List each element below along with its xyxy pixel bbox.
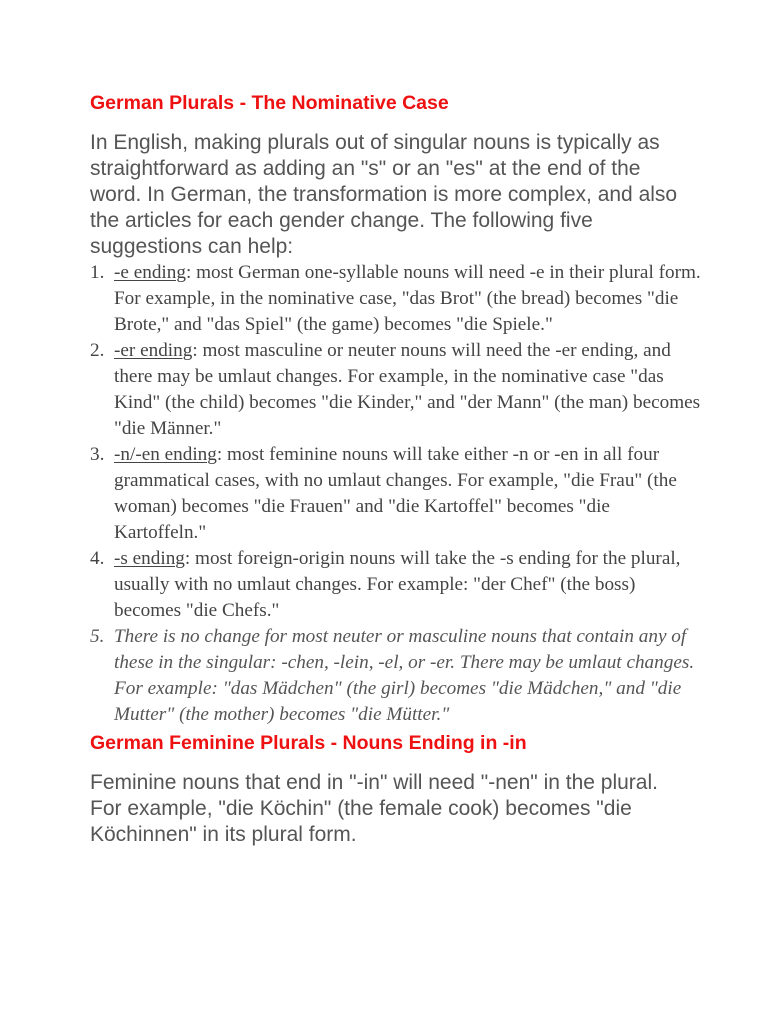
- term-e-ending: -e ending: [114, 262, 186, 283]
- section-heading-feminine-plurals: German Feminine Plurals - Nouns Ending in -in: [90, 732, 527, 754]
- term-n-en-ending: -n/-en ending: [114, 444, 217, 465]
- feminine-paragraph: Feminine nouns that end in "-in" will need "-nen" in the plural. For example, "die Köchin" (the female cook) becomes "die Köchinnen" in its plural form.: [90, 771, 658, 846]
- list-item-no-change: [90, 624, 704, 728]
- list-item-text: There is no change for most neuter or masculine nouns that contain any of these in the singular: -chen, -lein, -el, or -er. There may be umlaut changes. For example: "das Mädchen" (the girl) becomes "die Mädchen," and "die Mutter" (the mother) becomes "die Mütter.": [114, 626, 695, 725]
- list-number: 4.: [90, 548, 105, 569]
- list-number: 1.: [90, 262, 105, 283]
- list-item-er-ending: [90, 338, 704, 442]
- list-number: 3.: [90, 444, 105, 465]
- plural-rules-list: [90, 260, 701, 728]
- term-s-ending: -s ending: [114, 548, 185, 569]
- list-item-text: : most masculine or neuter nouns will need the -er ending, and there may be umlaut changes. For example, in the nominative case "das Kind" (the child) becomes "die Kinder," and "der Mann" (the man) becomes "die Männer.": [114, 340, 701, 439]
- term-er-ending: -er ending: [114, 340, 193, 361]
- list-item-s-ending: [90, 546, 704, 624]
- list-item-text: : most German one-syllable nouns will need -e in their plural form. For example, in the nominative case, "das Brot" (the bread) becomes "die Brote," and "das Spiel" (the game) becomes "die Spiele.": [114, 262, 701, 335]
- list-item-n-en-ending: [90, 442, 704, 546]
- intro-paragraph: In English, making plurals out of singular nouns is typically as straightforward as adding an "s" or an "es" at the end of the word. In German, the transformation is more complex, and also the articles for each gender change. The following five suggestions can help:: [90, 131, 678, 258]
- section-heading-nominative-plurals: German Plurals - The Nominative Case: [90, 92, 449, 114]
- list-item-text: : most feminine nouns will take either -n or -en in all four grammatical cases, with no umlaut changes. For example, "die Frau" (the woman) becomes "die Frauen" and "die Kartoffel" becomes "die Kartoffeln.": [114, 444, 677, 543]
- list-number: 5.: [90, 626, 105, 647]
- list-item-text: : most foreign-origin nouns will take the -s ending for the plural, usually with no umlaut changes. For example: "der Chef" (the boss) becomes "die Chefs.": [114, 548, 681, 621]
- list-number: 2.: [90, 340, 105, 361]
- list-item-e-ending: [90, 260, 704, 338]
- document-content: [90, 90, 701, 848]
